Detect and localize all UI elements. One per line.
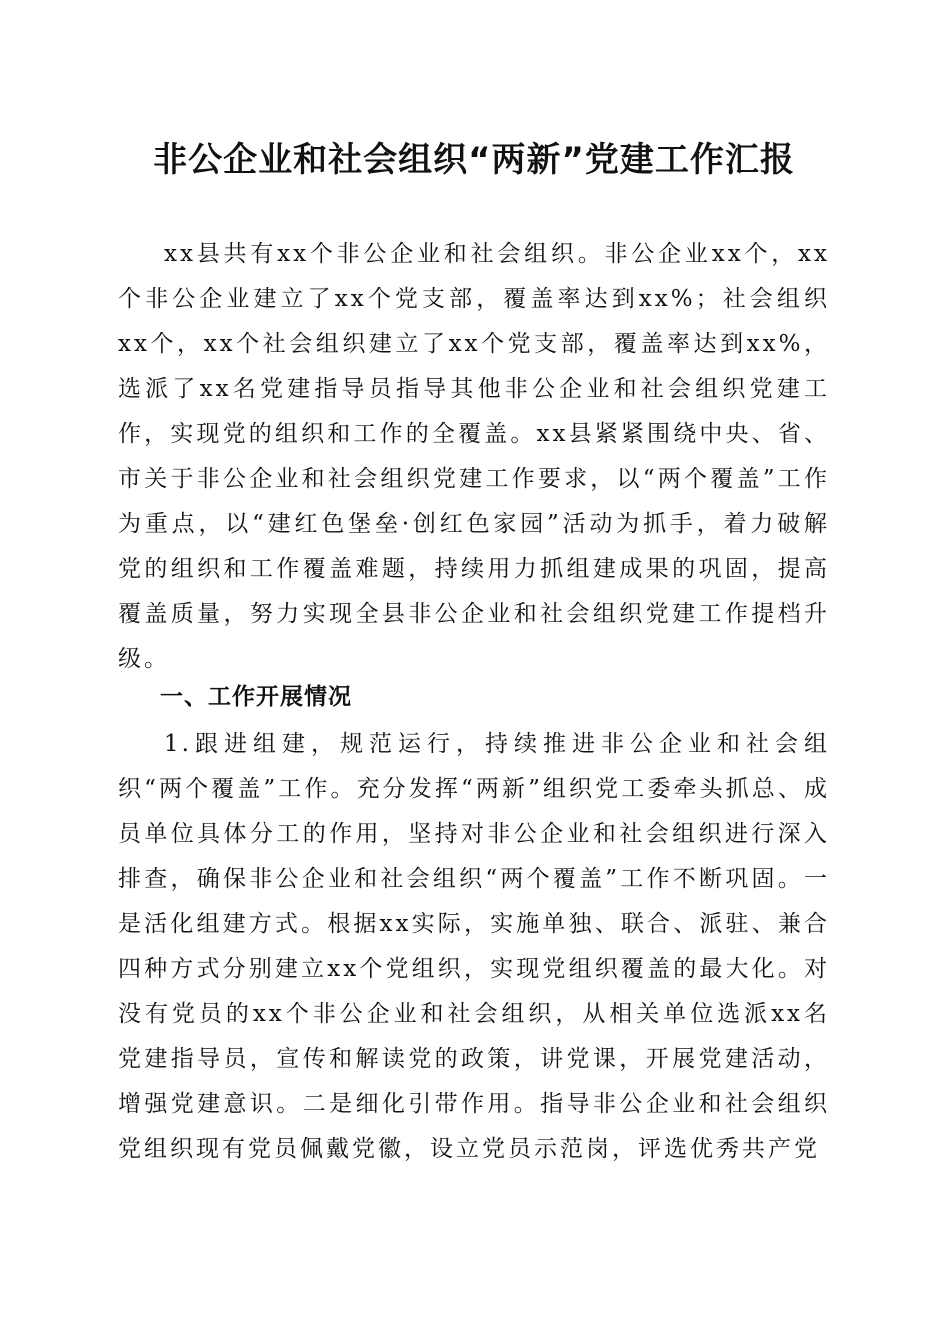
body-paragraph: 1.跟进组建，规范运行，持续推进非公企业和社会组织“两个覆盖”工作。充分发挥“两新”组织党工委牵头抓总、成员单位具体分工的作用，坚持对非公企业和社会组织进行深入排查，确保非公企业和社会组织“两个覆盖”工作不断巩固。一是活化组建方式。根据xx实际，实施单独、联合、派驻、兼合四种方式分别建立xx个党组织，实现党组织覆盖的最大化。对没有党员的xx个非公企业和社会组织，从相关单位选派xx名党建指导员，宣传和解读党的政策，讲党课，开展党建活动，增强党建意识。二是细化引带作用。指导非公企业和社会组织党组织现有党员佩戴党徽，设立党员示范岗，评选优秀共产党	[118, 731, 830, 1162]
document-title: 非公企业和社会组织“两新”党建工作汇报	[153, 140, 795, 180]
section-heading: 一、工作开展情况	[160, 684, 352, 710]
intro-paragraph: xx县共有xx个非公企业和社会组织。非公企业xx个，xx个非公企业建立了xx个党支部，覆盖率达到xx%；社会组织xx个，xx个社会组织建立了xx个党支部，覆盖率达到xx%，选派了xx名党建指导员指导其他非公企业和社会组织党建工作，实现党的组织和工作的全覆盖。xx县紧紧围绕中央、省、市关于非公企业和社会组织党建工作要求，以“两个覆盖”工作为重点，以“建红色堡垒·创红色家园”活动为抓手，着力破解党的组织和工作覆盖难题，持续用力抓组建成果的巩固，提高覆盖质量，努力实现全县非公企业和社会组织党建工作提档升级。	[118, 241, 830, 672]
